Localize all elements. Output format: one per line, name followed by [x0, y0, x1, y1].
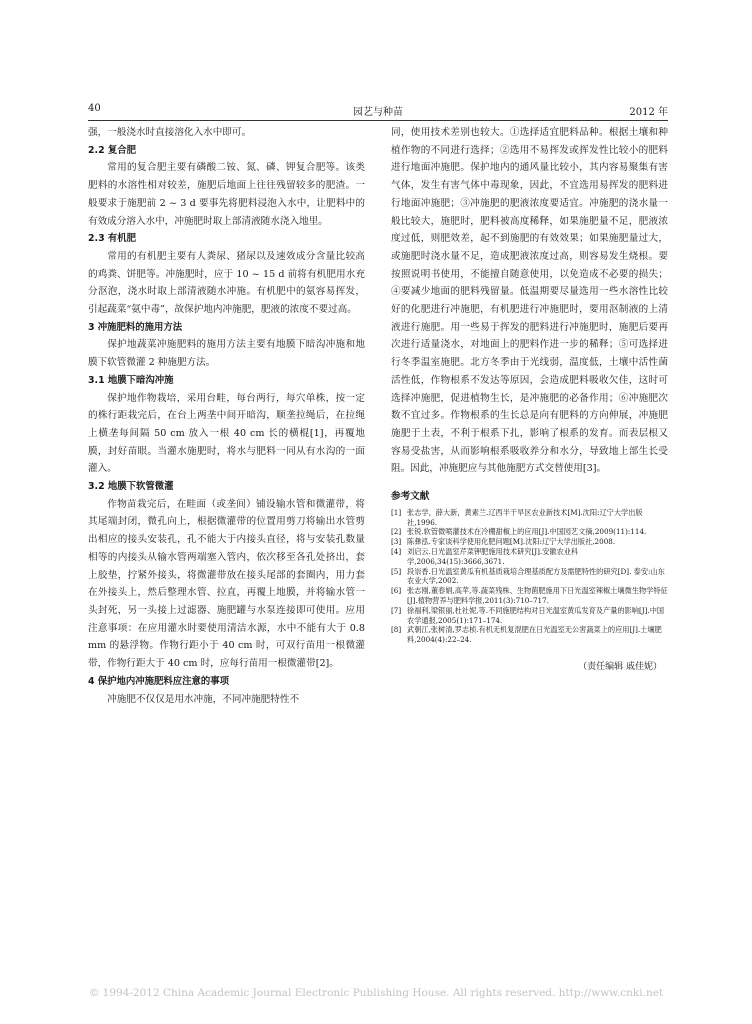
reference-number: [7] — [391, 605, 402, 615]
copyright-footer: © 1994-2012 China Academic Journal Electronic Publishing House. All rights reserved. http://www.cnki.net — [88, 987, 664, 999]
running-header — [88, 103, 668, 119]
reference-number: [2] — [391, 527, 402, 537]
reference-item — [391, 567, 668, 587]
reference-number: [5] — [391, 566, 402, 576]
reference-item — [391, 586, 668, 606]
reference-text: 段崇香.日光温室黄瓜有机基质栽培合理基质配方及需肥特性的研究[D]. 泰安:山东农业大学,2002. — [407, 566, 665, 586]
section-heading: 3 冲施肥料的施用方法 — [88, 321, 183, 333]
reference-number: [3] — [391, 537, 402, 547]
paragraph: 冲施肥不仅仅是用水冲施，不同冲施肥特性不 — [107, 693, 300, 705]
paragraph: 常用的复合肥主要有磷酸二铵、氮、磷、钾复合肥等。该类肥料的水溶性相对较差，施肥后地面上往往残留较多的肥渣。一般要求于施肥前 2 ~ 3 d 要事先将肥料浸泡入水中，让肥料中的有效成分溶入水中，冲施肥时取上部清液随水浇入地里。 — [88, 162, 365, 227]
reference-text: 张锐.软管微喷灌技术在冷棚甜椒上的应用[J].中国园艺文摘,2009(11):114. — [407, 527, 647, 537]
left-column — [88, 124, 365, 708]
paragraph: 作物苗栽完后，在畦面（或垄间）铺设输水管和微灌带，将其尾端封闭，微孔向上，根据微灌带的位置用剪刀将输出水管剪出相应的接头安装孔，孔不能大于内接头直径，将与安装孔数量相等的内接头从输水管两端塞入管内，依次移至各孔处挤出，套上胶垫，拧紧外接头，将微灌带放在接头尾部的套圈内，用力套在外接头上，然后整理水管、拉直，再覆上地膜，并将输水管一头封死，另一头接上过滤器、施肥罐与水泵连接即可使用。应用注意事项：在应用灌水时要使用清洁水源，水中不能有大于 0.8 mm 的悬浮物。作物行距小于 40 cm 时，可双行苗用一根微灌带，作物行距大于 40 cm 时，应每行苗用一根微灌带[2]。 — [88, 498, 365, 670]
reference-number: [4] — [391, 546, 402, 556]
reference-number: [1] — [391, 507, 402, 517]
section-heading: 4 保护地内冲施肥料应注意的事项 — [88, 675, 230, 687]
reference-text: 陈彝泓.专家谈科学使用化肥问题[M].沈阳:辽宁大学出版社,2008. — [407, 537, 616, 547]
section-heading: 2.2 复合肥 — [88, 144, 136, 156]
journal-name: 园艺与种苗 — [353, 107, 403, 118]
reference-item — [391, 547, 668, 567]
paragraph: 同，使用技术差别也较大。①选择适宜肥料品种。根据土壤和种植作物的不同进行选择；②选用不易挥发或挥发性比较小的肥料进行地面冲施肥。保护地内的通风量比较小，其内容易聚集有害气体，发生有害气体中毒现象，因此，不宜选用易挥发的肥料进行地面冲施肥；③冲施肥的肥液浓度要适宜。冲施肥的浇水量一般比较大，施肥时，肥料被高度稀释，如果施肥量不足，肥液浓度过低，则肥效差，起不到施肥的有效效果；如果施肥量过大，或施肥时浇水量不足，造成肥液浓度过高，则容易发生烧根。要按照说明书使用，不能擅自随意使用，以免造成不必要的损失；④要减少地面的肥料残留量。低温期要尽量选用一些水溶性比较好的化肥进行冲施肥，有机肥进行冲施肥时，要用沤制液的上清液进行施肥。用一些易于挥发的肥料进行冲施肥时，施肥后要再次进行适量浇水，对地面上的肥料作进一步的稀释；⑤可选择进行冬季温室施肥。北方冬季由于光线弱，温度低，土壤中活性菌活性低，作物根系不发达等原因，会造成肥料吸收欠佳，这时可选择冲施肥，促进植物生长，是冲施肥的必备作用；⑥冲施肥次数不宜过多。作物根系的生长总是向有肥料的方向伸展，冲施肥施肥于土表，不利于根系下扎，影响了根系的发育。而表层根又容易受盐害，从而影响根系吸收养分和水分，导致地上部生长受阻。因此，冲施肥应与其他施肥方式交替使用[3]。 — [391, 127, 668, 475]
reference-item — [391, 625, 668, 645]
references-heading: 参考文献 — [391, 491, 430, 503]
reference-item — [391, 508, 668, 528]
editor-note: （责任编辑 戚佳妮） — [578, 661, 662, 672]
section-heading: 2.3 有机肥 — [88, 233, 136, 245]
paragraph: 保护地作物栽培，采用台畦，每台两行，每穴单株，按一定的株行距栽完后，在台上两垄中间开暗沟，顺垄拉绳后，在拉绳上横垄每间隔 50 cm 放入一根 40 cm 长的横棍[1]，再覆地膜，封好苗眼。当灌水施肥时，将水与肥料一同从有水沟的一面灌入。 — [88, 392, 365, 475]
reference-text: 张志刚,董春娟,高苹,等.蔬菜残株、生物菌肥施用下日光温室辣椒土壤微生物学特征[J].植物营养与肥料学报,2011(3):710–717. — [407, 586, 668, 605]
reference-text: 徐福利,梁银丽,杜社妮,等.不同施肥结构对日光温室黄瓜发育及产量的影响[J].中国农学通报,2005(1):171–174. — [407, 605, 665, 625]
reference-text: 刘启云.日光温室芹菜钾肥施用技术研究[J].安徽农业科学,2006,34(15):3666,3671. — [407, 546, 579, 566]
reference-list — [391, 508, 668, 645]
section-heading: 3.2 地膜下软管微灌 — [88, 481, 174, 493]
paragraph: 保护地蔬菜冲施肥料的施用方法主要有地膜下暗沟冲施和地膜下软管微灌 2 种施肥方法。 — [88, 339, 365, 369]
reference-text: 张志学，薛大新，黄素兰.辽西半干旱区农业新技术[M].沈阳:辽宁大学出版社,1996. — [407, 507, 643, 527]
section-heading: 3.1 地膜下暗沟冲施 — [88, 374, 174, 386]
page-number: 40 — [88, 103, 101, 114]
reference-item — [391, 537, 668, 547]
right-column — [391, 124, 668, 677]
paragraph: 强，一般浇水时直接溶化入水中即可。 — [88, 127, 252, 138]
reference-item — [391, 527, 668, 537]
paragraph: 常用的有机肥主要有人粪尿、猪尿以及速效成分含量比较高的鸡粪、饼肥等。冲施肥时，应于 10 ~ 15 d 前将有机肥用水充分沤泡，浇水时取上部清液随水冲施。有机肥中的氨容易挥发，引起蔬菜“氨中毒”，故保护地内冲施肥，肥液的浓度不要过高。 — [88, 250, 365, 316]
reference-item — [391, 606, 668, 626]
header-rule — [88, 120, 668, 121]
issue-year: 2012 年 — [629, 107, 668, 118]
reference-number: [8] — [391, 625, 402, 635]
reference-text: 武朝江,张树清,罗志桢.有机无机复混肥在日光温室无公害蔬菜上的应用[J].土壤肥料,2004(4):22–24. — [407, 625, 662, 645]
reference-number: [6] — [391, 586, 402, 596]
